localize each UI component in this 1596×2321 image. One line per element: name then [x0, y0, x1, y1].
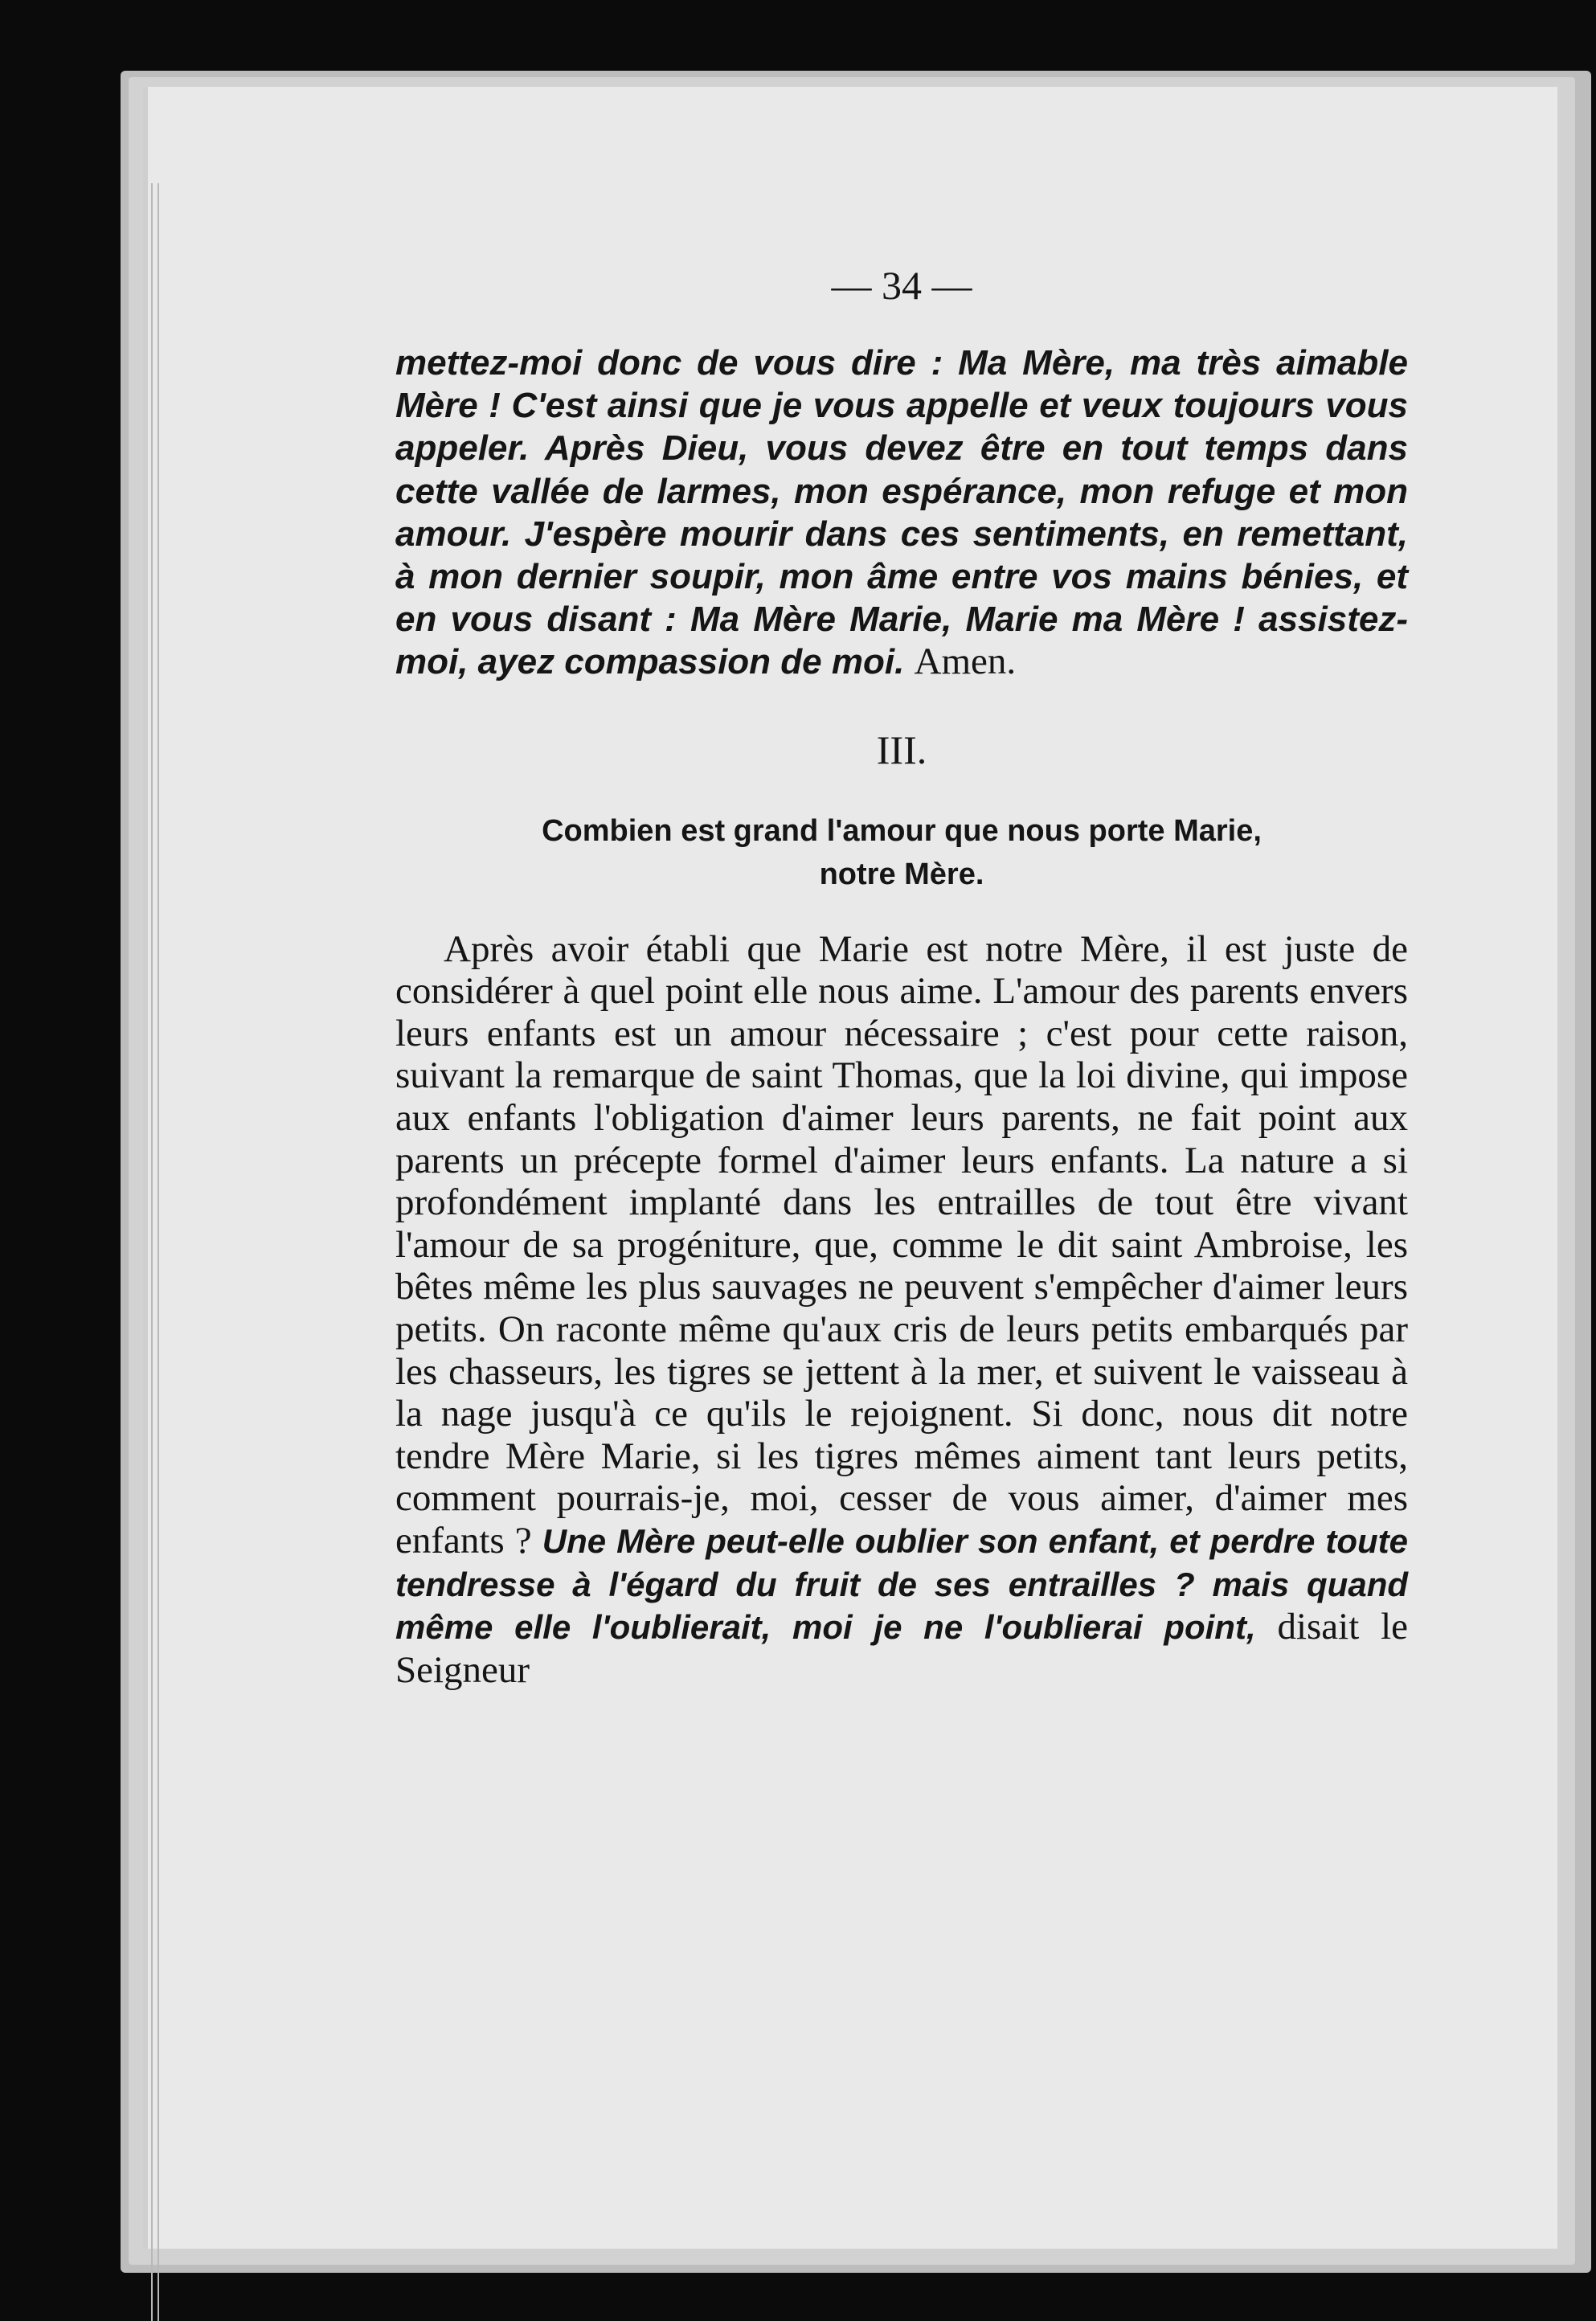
page-number: — 34 — [831, 263, 972, 308]
page-text-block [395, 261, 1408, 1691]
body-trailing-text: disait le Seigneur [395, 1606, 1408, 1691]
page-fold-line [151, 183, 153, 2321]
section-title-line-2: notre Mère. [819, 857, 984, 891]
body-paragraph [395, 928, 1408, 1692]
scripture-quote: Une Mère peut-elle oublier son enfant, et perdre toute tendresse à l'égard du fruit de ses entrailles ? mais quand même elle l'oublierait, moi je ne l'oublierai point, [395, 1521, 1408, 1647]
page-fold-line [158, 183, 159, 2321]
body-text: Après avoir établi que Marie est notre Mère, il est juste de considérer à quel point elle nous aime. L'amour des parents envers leurs enfants est un amour nécessaire ; c'est pour cette raison, suivant la remarque de saint Thomas, que la loi divine, qui impose aux enfants l'obligation d'aimer leurs parents, ne fait point aux parents un précepte formel d'aimer leurs enfants. La nature a si profondément implanté dans les entrailles de tout être vivant l'amour de sa progéniture, que, comme le dit saint Ambroise, les bêtes même les plus sauvages ne peuvent s'empêcher d'aimer leurs petits. On raconte même qu'aux cris de leurs petits embarqués par les chasseurs, les tigres se jettent à la mer, et suivent le vaisseau à la nage jusqu'à ce qu'ils le rejoignent. Si donc, nous dit notre tendre Mère Marie, si les tigres mêmes aiment tant leurs petits, comment pourrais-je, moi, cesser de vous aimer, d'aimer mes enfants ? [395, 927, 1408, 1562]
section-number: III. [876, 727, 927, 772]
amen-word: Amen. [914, 641, 1017, 683]
section-title [395, 809, 1408, 896]
opening-italic-text: mettez-moi donc de vous dire : Ma Mère, ma très aimable Mère ! C'est ainsi que je vous appelle et veux toujours vous appeler. Après Dieu, vous devez être en tout temps dans cette vallée de larmes, mon espérance, mon refuge et mon amour. J'espère mourir dans ces sentiments, en remettant, à mon dernier soupir, mon âme entre vos mains bénies, et en vous disant : Ma Mère Marie, Marie ma Mère ! assistez-moi, ayez compassion de moi. [395, 343, 1408, 682]
opening-paragraph [395, 342, 1408, 684]
section-title-line-1: Combien est grand l'amour que nous porte Marie, [542, 813, 1262, 848]
